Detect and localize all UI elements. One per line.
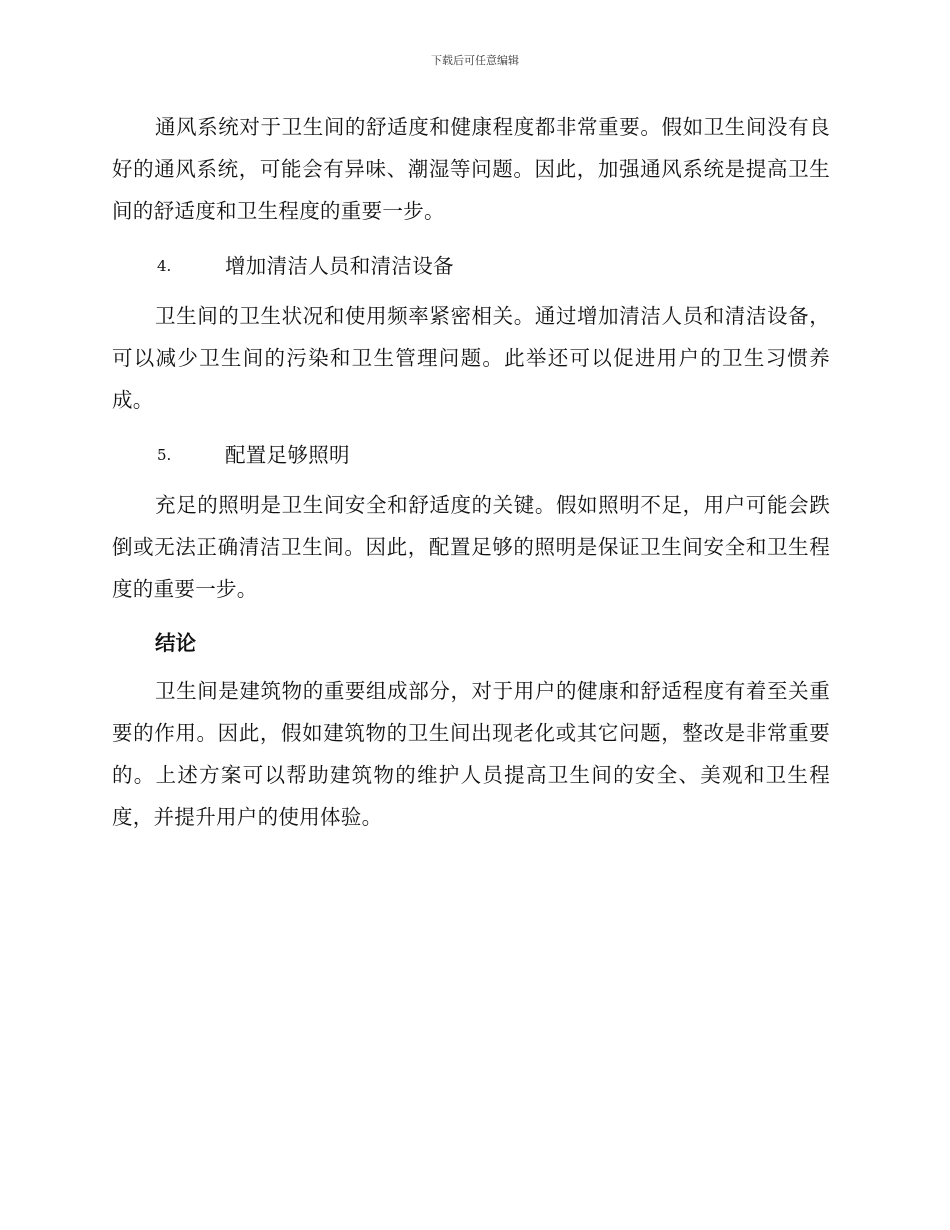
list-item-5-title: 配置足够照明 [225, 443, 350, 467]
list-item-4-number: 4. [157, 257, 172, 275]
list-item-5 [112, 431, 830, 484]
paragraph-conclusion: 卫生间是建筑物的重要组成部分，对于用户的健康和舒适程度有着至关重要的作用。因此，假如建筑物的卫生间出现老化或其它问题，整改是非常重要的。上述方案可以帮助建筑物的维护人员提高卫生间的安全、美观和卫生程度，并提升用户的使用体验。 [112, 679, 830, 829]
list-item-4 [112, 242, 830, 295]
document-body [112, 106, 830, 838]
paragraph-cleaning: 卫生间的卫生状况和使用频率紧密相关。通过增加清洁人员和清洁设备，可以减少卫生间的污染和卫生管理问题。此举还可以促进用户的卫生习惯养成。 [112, 304, 830, 412]
paragraph-ventilation: 通风系统对于卫生间的舒适度和健康程度都非常重要。假如卫生间没有良好的通风系统，可能会有异味、潮湿等问题。因此，加强通风系统是提高卫生间的舒适度和卫生程度的重要一步。 [112, 115, 830, 223]
page-header: 下载后可任意编辑 [431, 54, 519, 67]
list-item-4-title: 增加清洁人员和清洁设备 [225, 254, 454, 278]
conclusion-heading: 结论 [155, 631, 196, 655]
list-item-5-number: 5. [157, 446, 172, 464]
paragraph-lighting: 充足的照明是卫生间安全和舒适度的关键。假如照明不足，用户可能会跌倒或无法正确清洁卫生间。因此，配置足够的照明是保证卫生间安全和卫生程度的重要一步。 [112, 493, 830, 601]
